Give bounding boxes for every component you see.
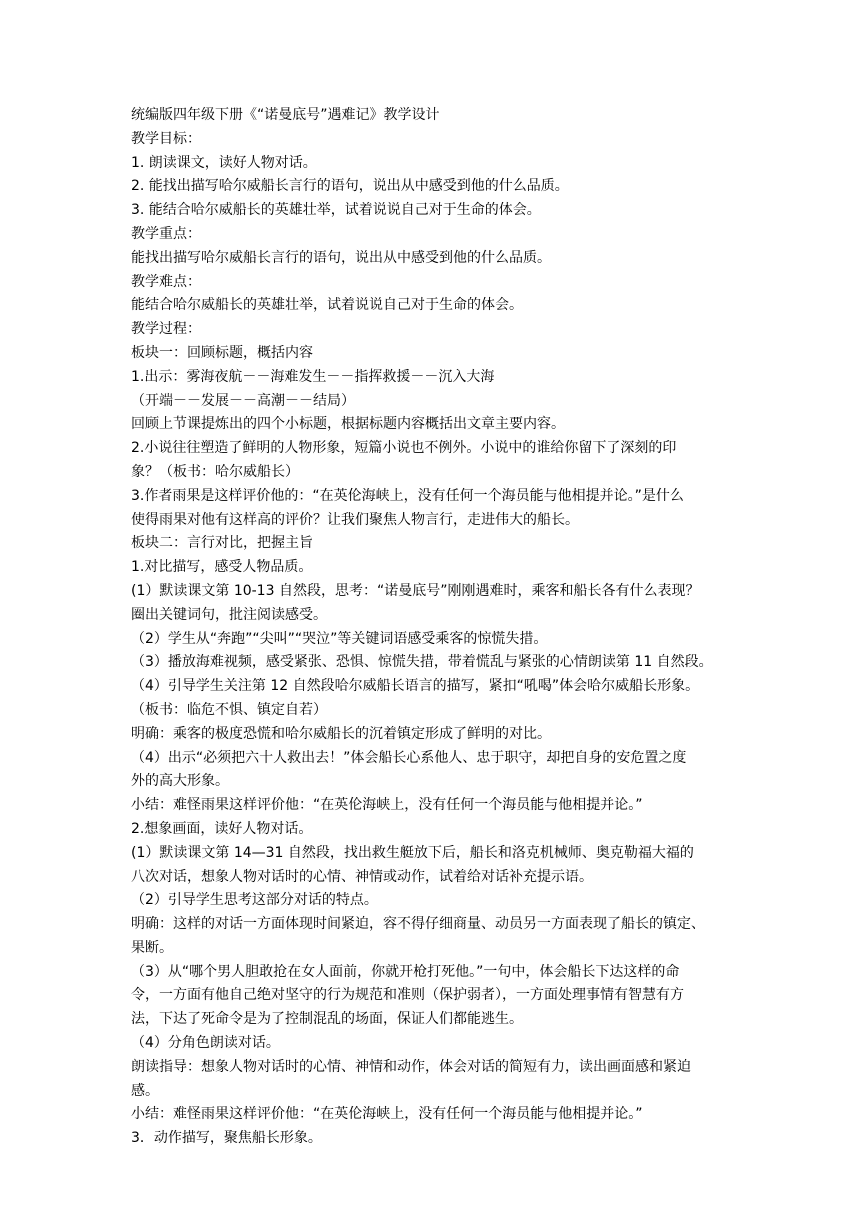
- document-line: 1. 朗读课文，读好人物对话。: [131, 154, 317, 171]
- document-line: （2）引导学生思考这部分对话的特点。: [131, 892, 378, 909]
- document-line: 1.出示：雾海夜航－－海难发生－－指挥救援－－沉入大海: [131, 368, 495, 385]
- document-line: （2）学生从“奔跑”“尖叫”“哭泣”等关键词语感受乘客的惊慌失措。: [131, 630, 548, 647]
- document-line: 小结：难怪雨果这样评价他：“在英伦海峡上，没有任何一个海员能与他相提并论。”: [131, 1106, 643, 1123]
- document-line: 板块二：言行对比，把握主旨: [131, 535, 313, 552]
- document-body: [131, 104, 743, 1151]
- document-line: 教学过程：: [131, 321, 201, 338]
- document-line: （4）分角色朗读对话。: [131, 1035, 280, 1052]
- document-line: 能找出描写哈尔威船长言行的语句，说出从中感受到他的什么品质。: [131, 249, 551, 266]
- document-line: 八次对话，想象人物对话时的心情、神情或动作，试着给对话补充提示语。: [131, 868, 593, 885]
- document-line: (1）默读课文第 10-13 自然段，思考：“诺曼底号”刚刚遇难时，乘客和船长各有什么表现？: [131, 582, 700, 599]
- document-line: 教学难点：: [131, 273, 201, 290]
- document-line: （3）播放海难视频，感受紧张、恐惧、惊慌失措，带着慌乱与紧张的心情朗读第 11 自然段。: [131, 654, 713, 671]
- document-line: （3）从“哪个男人胆敢抢在女人面前，你就开枪打死他。”一句中，体会船长下达这样的命: [131, 963, 680, 980]
- document-line: 能结合哈尔威船长的英雄壮举，试着说说自己对于生命的体会。: [131, 297, 523, 314]
- document-line: 果断。: [131, 939, 173, 956]
- document-line: 朗读指导：想象人物对话时的心情、神情和动作，体会对话的简短有力，读出画面感和紧迫: [131, 1058, 691, 1075]
- document-line: 明确：这样的对话一方面体现时间紧迫，容不得仔细商量、动员另一方面表现了船长的镇定、: [131, 916, 705, 933]
- document-line: 3. 能结合哈尔威船长的英雄壮举，试着说说自己对于生命的体会。: [131, 202, 541, 219]
- document-line: 外的高大形象。: [131, 773, 229, 790]
- document-line: 板块一：回顾标题，概括内容: [131, 344, 313, 361]
- document-line: 教学重点：: [131, 225, 201, 242]
- document-line: 圈出关键词句，批注阅读感受。: [131, 606, 327, 623]
- document-line: 使得雨果对他有这样高的评价？让我们聚焦人物言行，走进伟大的船长。: [131, 511, 579, 528]
- document-line: 2.想象画面，读好人物对话。: [131, 820, 313, 837]
- document-line: 2.小说往往塑造了鲜明的人物形象，短篇小说也不例外。小说中的谁给你留下了深刻的印: [131, 440, 677, 457]
- document-line: 统编版四年级下册《“诺曼底号”遇难记》教学设计: [131, 107, 440, 123]
- document-line: 法，下达了死命令是为了控制混乱的场面，保证人们都能逃生。: [131, 1011, 523, 1028]
- document-line: 象？（板书：哈尔威船长）: [131, 463, 299, 480]
- document-line: 1.对比描写，感受人物品质。: [131, 559, 313, 576]
- document-line: 教学目标：: [131, 130, 201, 147]
- document-line: （开端－－发展－－高潮－－结局）: [131, 392, 355, 409]
- document-line: 令，一方面有他自己绝对坚守的行为规范和准则（保护弱者），一方面处理事情有智慧有方: [131, 987, 684, 1004]
- document-line: 2. 能找出描写哈尔威船长言行的语句，说出从中感受到他的什么品质。: [131, 178, 569, 195]
- document-line: （4）引导学生关注第 12 自然段哈尔威船长语言的描写，紧扣“吼喝”体会哈尔威船长形象。: [131, 678, 700, 695]
- document-line: 明确：乘客的极度恐慌和哈尔威船长的沉着镇定形成了鲜明的对比。: [131, 725, 551, 742]
- document-line: (1）默读课文第 14—31 自然段，找出救生艇放下后，船长和洛克机械师、奥克勒福大福的: [131, 844, 694, 861]
- document-line: （板书：临危不惧、镇定自若）: [131, 701, 327, 718]
- document-line: （4）出示“必须把六十人救出去！”体会船长心系他人、忠于职守，却把自身的安危置之度: [131, 749, 687, 766]
- document-line: 3.作者雨果是这样评价他的：“在英伦海峡上，没有任何一个海员能与他相提并论。”是什么: [131, 487, 684, 504]
- document-line: 小结：难怪雨果这样评价他：“在英伦海峡上，没有任何一个海员能与他相提并论。”: [131, 797, 643, 814]
- document-line: 回顾上节课提炼出的四个小标题，根据标题内容概括出文章主要内容。: [131, 416, 565, 433]
- document-line: 3．动作描写，聚焦船长形象。: [131, 1130, 322, 1147]
- document-line: 感。: [131, 1082, 159, 1099]
